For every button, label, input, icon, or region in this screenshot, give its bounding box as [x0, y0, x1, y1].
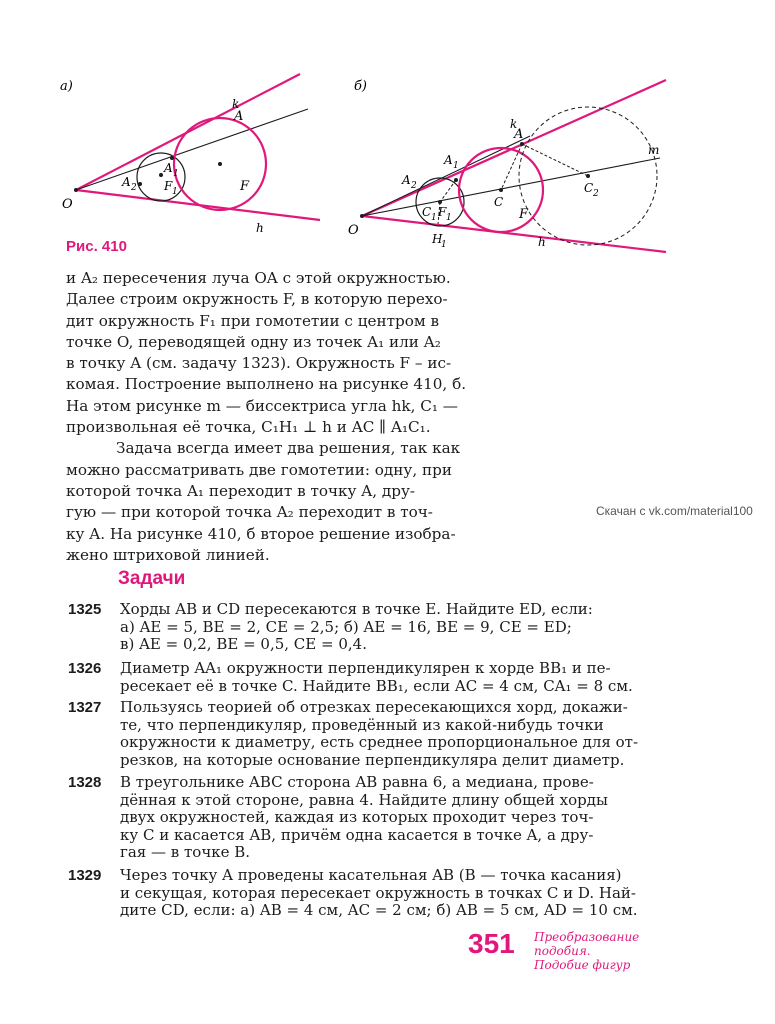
svg-text:k: k [510, 117, 518, 131]
svg-text:C: C [494, 195, 504, 209]
svg-text:2: 2 [593, 189, 599, 199]
svg-text:A: A [122, 175, 131, 189]
svg-text:O: O [348, 223, 359, 238]
problem-line: дите CD, если: а) AB = 4 см, AC = 2 см; б) AB = 5 см, AD = 10 см. [120, 901, 638, 919]
problem-line: Через точку A проведены касательная AB (B — точка касания) [120, 866, 622, 884]
figure-panel-b [348, 79, 666, 252]
svg-text:H: H [432, 232, 443, 246]
section-title: Задачи [118, 568, 186, 589]
svg-text:1: 1 [173, 169, 179, 179]
text-line: комая. Построение выполнено на рисунке 410, б. [66, 375, 467, 394]
problem-line: двух окружностей, каждая из которых проходит через точ- [120, 808, 594, 826]
watermark: Скачан с vk.com/material100 [596, 504, 753, 518]
problem-1326 [68, 660, 680, 695]
figure-410 [60, 72, 680, 262]
problem-line: окружности к диаметру, есть среднее пропорциональное для от- [120, 733, 639, 751]
problem-number: 1328 [68, 774, 102, 791]
problem-line: те, что перпендикуляр, проведённый из какой-нибудь точки [120, 715, 604, 734]
svg-text:C: C [422, 205, 432, 219]
problem-line: Диаметр AA₁ окружности перпендикулярен к хорде BB₁ и пе- [120, 659, 611, 677]
problem-line: дённая к этой стороне, равна 4. Найдите длину общей хорды [120, 790, 608, 809]
svg-text:1: 1 [172, 187, 178, 197]
problem-line: ку C и касается AB, причём одна касается в точке A, а дру- [120, 825, 594, 844]
text-line: которой точка A₁ переходит в точку A, дру- [66, 481, 416, 500]
problem-1327 [68, 699, 680, 769]
svg-text:A: A [514, 127, 524, 142]
ray-k-b [362, 80, 666, 216]
text-line: дит окружность F₁ при гомотетии с центром в [66, 311, 440, 330]
solution-paragraph [66, 268, 522, 566]
svg-text:A: A [402, 173, 411, 187]
svg-text:1: 1 [446, 213, 452, 223]
text-line: На этом рисунке m — биссектриса угла hk, C₁ — [66, 396, 458, 415]
text-line: точке O, переводящей одну из точек A₁ или A₂ [66, 332, 441, 351]
problem-1325 [68, 601, 680, 654]
chapter-line: Преобразование [534, 930, 640, 944]
problem-number: 1327 [68, 699, 102, 716]
problem-line: ресекает её в точке C. Найдите BB₁, если AC = 4 см, CA₁ = 8 см. [120, 676, 633, 695]
svg-text:2: 2 [411, 181, 417, 191]
text-line: Далее строим окружность F, в которую перехо- [66, 290, 448, 309]
panel-b-label: б) [354, 79, 368, 94]
svg-text:2: 2 [131, 183, 137, 193]
problem-line: В треугольнике ABC сторона AB равна 6, а медиана, прове- [120, 773, 594, 791]
figure-panel-a [60, 74, 320, 235]
panel-a-label: а) [60, 79, 73, 94]
bisector-m-b [362, 158, 660, 216]
svg-text:A: A [164, 161, 173, 175]
text-line: ку A. На рисунке 410, б второе решение изобра- [66, 524, 456, 543]
svg-text:F: F [240, 179, 250, 194]
svg-text:1: 1 [431, 213, 437, 223]
chapter-line: Подобие фигур [534, 958, 631, 972]
problem-1329 [68, 867, 680, 920]
ray-h-b [362, 216, 666, 252]
text-line: в точку A (см. задачу 1323). Окружность F – ис- [66, 354, 452, 373]
svg-text:h: h [538, 235, 546, 249]
text-line: гую — при которой точка A₂ переходит в точ- [66, 503, 433, 522]
problem-line: в) AE = 0,2, BE = 0,5, CE = 0,4. [120, 635, 367, 653]
svg-text:C: C [584, 181, 594, 195]
ray-oa-a [76, 109, 308, 190]
problem-line: и секущая, которая пересекает окружность в точках C и D. Най- [120, 883, 636, 902]
problem-number: 1329 [68, 867, 102, 884]
text-line: можно рассматривать две гомотетии: одну, при [66, 460, 452, 479]
problem-line: а) AE = 5, BE = 2, CE = 2,5; б) AE = 16, BE = 9, CE = ED; [120, 617, 572, 636]
problem-1328 [68, 774, 680, 862]
problem-number: 1325 [68, 601, 102, 618]
problem-line: Пользуясь теорией об отрезках пересекающихся хорд, докажи- [120, 698, 628, 716]
svg-text:1: 1 [453, 161, 459, 171]
svg-text:A: A [234, 109, 244, 124]
page-number: 351 [468, 928, 515, 959]
svg-text:A: A [444, 153, 453, 167]
problem-line: резков, на которые основание перпендикуляра делит диаметр. [120, 750, 625, 769]
problem-line: гая — в точке B. [120, 843, 251, 861]
svg-text:F: F [164, 179, 173, 193]
text-line: и A₂ пересечения луча OA с этой окружностью. [66, 269, 451, 287]
problem-number: 1326 [68, 660, 102, 677]
svg-text:h: h [256, 221, 264, 235]
svg-text:k: k [232, 97, 240, 111]
text-line: жено штриховой линией. [66, 545, 270, 564]
svg-text:F: F [519, 207, 529, 222]
svg-text:F: F [438, 205, 447, 219]
svg-text:1: 1 [441, 240, 447, 250]
problem-line: Хорды AB и CD пересекаются в точке E. Найдите ED, если: [120, 600, 593, 618]
svg-text:O: O [62, 197, 73, 212]
svg-text:m: m [648, 143, 660, 157]
figure-caption: Рис. 410 [66, 238, 127, 255]
text-line: произвольная её точка, C₁H₁ ⊥ h и AC ∥ A₁C₁. [66, 418, 431, 437]
chapter-line: подобия. [534, 944, 591, 958]
chapter-title [534, 930, 674, 972]
text-line: Задача всегда имеет два решения, так как [116, 439, 461, 458]
